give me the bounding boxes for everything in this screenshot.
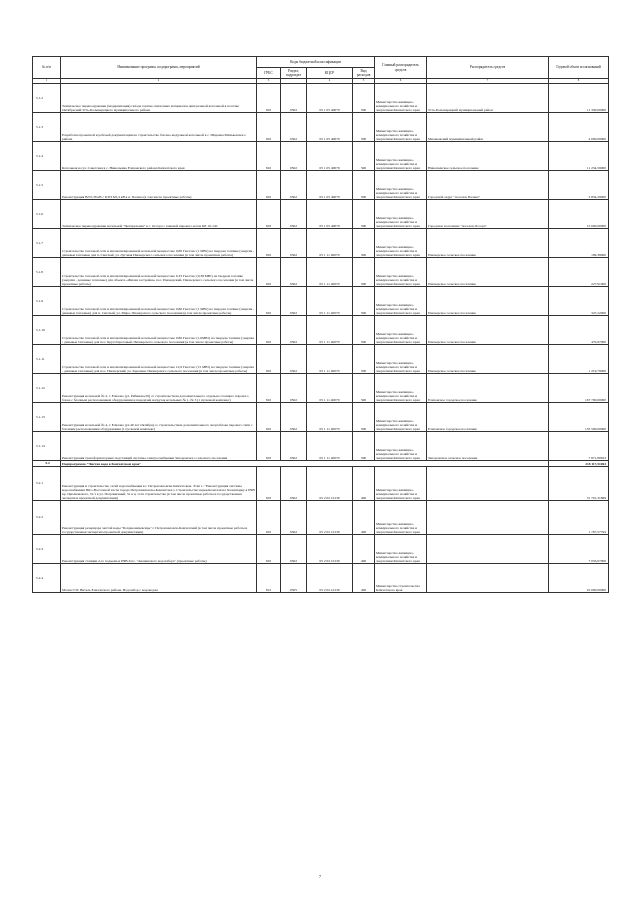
row-recipient: Пионерское сельское поселение [427, 258, 549, 287]
table-row [33, 432, 609, 461]
row-kvr: 500 [353, 142, 375, 171]
row-kcsr: 05 1 11 40070 [307, 374, 353, 403]
row-recipient: Запорожское сельское поселение [427, 432, 549, 461]
row-num: 5.1.12 [33, 374, 61, 403]
row-recipient: Пионерское сельское поселение [427, 316, 549, 345]
col-header-section: Раздел, подраздел [281, 68, 307, 79]
column-number: 1 [33, 79, 61, 84]
col-header-num: № п/п [33, 57, 61, 79]
table-row [33, 171, 609, 200]
row-num: 5.2.3 [33, 535, 61, 564]
col-header-grbs: ГРБС [257, 68, 281, 79]
row-kcsr: 05 2 02 10130 [307, 467, 353, 501]
table-row [33, 113, 609, 142]
row-name: Реконструкция и строительство сетей водоснабжения в г. Петропавловске-Камчатском. Этап 1. "Реконструкция системы водоснабжения Юго-Восточной части города Петропавловска-Камчатского. Строительство переключателя на Халактырку в РЧВ пр. Циолковского, 31/1 в ул. Пограничный, 31 в ц. этап строительства (в том числе проектные работы и государственная экспертиза проектной документации) [61, 467, 257, 501]
row-kvr: 400 [353, 535, 375, 564]
row-recipient: Пионерское сельское поселение [427, 229, 549, 258]
row-amount: 3 834,29000 [549, 171, 609, 200]
col-header-codes-group: Коды бюджетной классификации [257, 57, 375, 68]
row-section: 0502 [281, 142, 307, 171]
row-grbs: 810 [257, 142, 281, 171]
row-section: 0502 [281, 535, 307, 564]
row-section: 0502 [281, 171, 307, 200]
row-admin: Министерство жилищно-коммунального хозяйства и энергетики Камчатского края [375, 200, 427, 229]
column-number: 2 [61, 79, 257, 84]
row-name: Реконструкция котельной № 4, г. Елизово (ул.40 лет Октября) со строительством дополнительного энергоблока парового типа с блочным расположением оборудования (1 пусковой комплекс) [61, 403, 257, 432]
row-recipient: Пионерское сельское поселение [427, 287, 549, 316]
row-kcsr: 05 1 05 40070 [307, 113, 353, 142]
row-amount: 15 000,00000 [549, 200, 609, 229]
table-row [33, 258, 609, 287]
row-amount: 347,22000 [549, 287, 609, 316]
row-num: 5.1.4 [33, 142, 61, 171]
row-kvr: 500 [353, 200, 375, 229]
row-admin: Министерство жилищно-коммунального хозяйства и энергетики Камчатского края [375, 84, 427, 113]
row-kvr: 400 [353, 564, 375, 593]
row-kcsr: 05 2 02 10130 [307, 501, 353, 535]
row-kcsr: 05 1 11 40070 [307, 229, 353, 258]
row-grbs: 810 [257, 229, 281, 258]
row-num: 5.1.14 [33, 432, 61, 461]
table-row [33, 403, 609, 432]
row-amount: 189,38000 [549, 229, 609, 258]
row-amount: 7 871,80923 [549, 432, 609, 461]
row-grbs: 810 [257, 501, 281, 535]
column-number: 6 [375, 79, 427, 84]
row-admin: Министерство жилищно-коммунального хозяйства и энергетики Камчатского края [375, 501, 427, 535]
row-recipient [427, 501, 549, 535]
table-row [33, 564, 609, 593]
table-row [33, 316, 609, 345]
row-kcsr: 05 1 05 40070 [307, 84, 353, 113]
row-admin: Министерство жилищно-коммунального хозяйства и энергетики Камчатского края [375, 345, 427, 374]
row-kvr: 400 [353, 501, 375, 535]
row-name: Строительство тепловой сети и автоматизированной котельной мощностью 0,86 Гкал/час (1,0МВт) на твердом топливе (энергия - дешевые тепловые) для пос. Крутобереговый, Пионерского сельского поселения (в том числе проектные работы) [61, 316, 257, 345]
row-name: Реконструкция станции 2-го подъема и РЧВ-6 пс. "Авачинского водозабора" (проектные работы) [61, 535, 257, 564]
row-admin: Министерство жилищно-коммунального хозяйства и энергетики Камчатского края [375, 403, 427, 432]
row-amount: 1 767,57794 [549, 501, 609, 535]
row-recipient: Городской округ "поселок Палана" [427, 171, 549, 200]
row-num: 5.2.1 [33, 467, 61, 501]
subprogram-name: Подпрограмма "Чистая вода в Камчатском крае" [61, 461, 549, 467]
row-admin: Министерство жилищно-коммунального хозяйства и энергетики Камчатского края [375, 142, 427, 171]
row-kcsr: 05 1 11 40070 [307, 345, 353, 374]
row-section: 0502 [281, 84, 307, 113]
row-kvr: 500 [353, 287, 375, 316]
row-recipient: Елизовское городское поселение [427, 374, 549, 403]
column-number: 7 [427, 79, 549, 84]
row-recipient: Мильковский муниципальный район [427, 113, 549, 142]
row-kcsr: 05 1 11 40070 [307, 287, 353, 316]
row-name: Котельная на ул. Советская в с. Николаевка Елизовского района Камчатского края [61, 142, 257, 171]
row-kcsr: 05 1 05 40070 [307, 171, 353, 200]
table-row [33, 229, 609, 258]
row-kcsr: 05 2 02 10130 [307, 535, 353, 564]
row-num: 5.2.4 [33, 564, 61, 593]
row-name: Строительство тепловой сети и автоматизированной котельной мощностью 0,86 Гкал/час (1 МВт) на твердом топливе (энергия - дешевые тепловые для п. Светлый, ул. Луговая Пионерского сельского поселения (в том числе проектные работы) [61, 229, 257, 258]
row-admin: Министерство жилищно-коммунального хозяйства и энергетики Камчатского края [375, 316, 427, 345]
table-row [33, 142, 609, 171]
row-grbs: 812 [257, 564, 281, 593]
row-admin: Министерство строительства Камчатского края [375, 564, 427, 593]
row-grbs: 810 [257, 467, 281, 501]
row-kvr: 500 [353, 113, 375, 142]
row-grbs: 810 [257, 535, 281, 564]
row-num: 5.1.10 [33, 316, 61, 345]
col-header-kcsr: КЦСР [307, 68, 353, 79]
row-admin: Министерство жилищно-коммунального хозяйства и энергетики Камчатского края [375, 229, 427, 258]
row-kvr: 500 [353, 258, 375, 287]
row-name: Строительство тепловой сети и автоматизированной котельной мощностью 12,9 Гкал/час (15 МВт) на твердом топливе (энергия - дешевые тепловые) для пос. Пионерский, ул. Заречная. Пионерского сельского поселения (в том числе проектные работы) [61, 345, 257, 374]
table-row [33, 200, 609, 229]
row-name: Строительство тепловой сети и автоматизированной котельной мощностью 0,33 Гкал/час (0,38 МВт) на твердом топливе (энергия - дешевые тепловые) для объекта «Жилая застройка» пос. Пионерский, Пионерского сельского поселения (в том числе проектные работы) [61, 258, 257, 287]
row-amount: 1 219,79000 [549, 345, 609, 374]
row-num: 5.1.3 [33, 113, 61, 142]
row-section: 0502 [281, 200, 307, 229]
row-grbs: 810 [257, 113, 281, 142]
subprogram-num: 5.2 [33, 461, 61, 467]
row-grbs: 810 [257, 374, 281, 403]
budget-table-sheet [32, 56, 608, 593]
row-section: 0502 [281, 258, 307, 287]
table-row [33, 501, 609, 535]
row-amount: 10 000,00000 [549, 564, 609, 593]
page-number: 7 [319, 874, 321, 879]
row-admin: Министерство жилищно-коммунального хозяйства и энергетики Камчатского края [375, 535, 427, 564]
row-grbs: 810 [257, 403, 281, 432]
row-name: Реконструкция резервуара чистой воды "Богдановичевсирь" г. Петропавловск-Камчатский (в том числе проектные работы и государственная экспертиза проектной документации) [61, 501, 257, 535]
row-num: 5.1.7 [33, 229, 61, 258]
row-section: 0502 [281, 229, 307, 258]
row-admin: Министерство жилищно-коммунального хозяйства и энергетики Камчатского края [375, 432, 427, 461]
table-row [33, 84, 609, 113]
table-row [33, 374, 609, 403]
row-kvr: 500 [353, 345, 375, 374]
row-section: 0502 [281, 467, 307, 501]
col-header-name: Наименование программ, подпрограмм, мероприятий [61, 57, 257, 79]
row-admin: Министерство жилищно-коммунального хозяйства и энергетики Камчатского края [375, 171, 427, 200]
row-admin: Министерство жилищно-коммунального хозяйства и энергетики Камчатского края [375, 258, 427, 287]
row-amount: 155 500,00000 [549, 403, 609, 432]
row-kcsr: 05 2 02 10130 [307, 564, 353, 593]
row-num: 5.1.2 [33, 84, 61, 113]
row-name: Реконструкция ВЛ 0,38 кВ с КТП 6/0,4 кВ в п. Палана (в том числе проектные работы) [61, 171, 257, 200]
row-kvr: 500 [353, 171, 375, 200]
row-kvr: 500 [353, 84, 375, 113]
row-recipient [427, 535, 549, 564]
row-num: 5.1.11 [33, 345, 61, 374]
col-header-amount: Годовой объем ассигнований [549, 57, 609, 79]
row-recipient: Усть-Большерецкий муниципальный район [427, 84, 549, 113]
row-num: 5.1.6 [33, 200, 61, 229]
row-num: 5.1.9 [33, 287, 61, 316]
row-recipient: Городское поселение "поселок Оссора" [427, 200, 549, 229]
row-grbs: 810 [257, 316, 281, 345]
row-kcsr: 05 1 11 40070 [307, 316, 353, 345]
row-grbs: 810 [257, 171, 281, 200]
col-header-kvr: Вид расходов [353, 68, 375, 79]
column-number: 3 [257, 79, 281, 84]
col-header-recipient: Распорядитель средств [427, 57, 549, 79]
row-section: 0502 [281, 316, 307, 345]
row-admin: Министерство жилищно-коммунального хозяйства и энергетики Камчатского края [375, 113, 427, 142]
row-name: Реконструкция котельной № 2, г. Елизово (ул. Рябикова,59) со строительством дополнительного отдельно стоящего парового блока с блочным расположением оборудования и передачей нагрузок котельных № 1, № 3 (1 пусковой комплекс) [61, 374, 257, 403]
row-num: 5.1.5 [33, 171, 61, 200]
table-row [33, 345, 609, 374]
row-num: 5.1.13 [33, 403, 61, 432]
row-admin: Министерство жилищно-коммунального хозяйства и энергетики Камчатского края [375, 374, 427, 403]
row-amount: 7 033,07000 [549, 535, 609, 564]
row-grbs: 810 [257, 200, 281, 229]
row-recipient: Елизовское городское поселение [427, 403, 549, 432]
row-grbs: 810 [257, 84, 281, 113]
row-recipient: Николаевское сельское поселение [427, 142, 549, 171]
row-name: Малая ГЭС Витель Елизовского района. Водозабор с водоводом [61, 564, 257, 593]
row-name: Техническое перевооружение (модернизация) склада горюче-смазочных материалов центральной котельной в поселке Октябрьский Усть-Большерецкого муниципального района [61, 84, 257, 113]
row-amount: 11 234,59000 [549, 142, 609, 171]
row-section: 0502 [281, 113, 307, 142]
row-section: 0502 [281, 403, 307, 432]
row-grbs: 810 [257, 345, 281, 374]
row-grbs: 810 [257, 287, 281, 316]
row-grbs: 810 [257, 258, 281, 287]
row-recipient [427, 564, 549, 593]
row-section: 0502 [281, 374, 307, 403]
row-amount: 31 701,31869 [549, 467, 609, 501]
column-number: 5 [353, 79, 375, 84]
row-section: 0502 [281, 501, 307, 535]
row-kvr: 400 [353, 467, 375, 501]
row-kcsr: 05 1 05 40070 [307, 200, 353, 229]
row-amount: 4 000,00000 [549, 113, 609, 142]
column-number: 4 [307, 79, 353, 84]
row-amount: 167 700,00000 [549, 374, 609, 403]
row-section: 0502 [281, 345, 307, 374]
row-kcsr: 05 1 11 40070 [307, 258, 353, 287]
row-name: Реконструкция трансформаторных подстанций системы электроснабжения Запорожского сельского поселения [61, 432, 257, 461]
row-amount: 470,97000 [549, 316, 609, 345]
subprogram-amount: 218 117,51063 [549, 461, 609, 467]
row-kcsr: 05 1 05 40070 [307, 142, 353, 171]
table-row [33, 287, 609, 316]
table-row [33, 467, 609, 501]
row-amount: 227,91000 [549, 258, 609, 287]
row-kvr: 500 [353, 316, 375, 345]
row-kvr: 500 [353, 403, 375, 432]
row-kvr: 500 [353, 374, 375, 403]
row-kvr: 500 [353, 229, 375, 258]
row-admin: Министерство жилищно-коммунального хозяйства и энергетики Камчатского края [375, 467, 427, 501]
column-number: 8 [549, 79, 609, 84]
row-section: 0502 [281, 287, 307, 316]
row-grbs: 810 [257, 432, 281, 461]
row-kcsr: 05 1 11 40070 [307, 432, 353, 461]
row-recipient: Пионерское сельское поселение [427, 345, 549, 374]
row-recipient [427, 467, 549, 501]
row-name: Разработка проектной и рабочей документации на строительство блочно-модульной котельной в с. Шаромы Мильковского района [61, 113, 257, 142]
row-num: 5.2.2 [33, 501, 61, 535]
col-header-admin: Главный распорядитель средств [375, 57, 427, 79]
row-num: 5.1.8 [33, 258, 61, 287]
row-amount: 11 330,00000 [549, 84, 609, 113]
table-row [33, 535, 609, 564]
row-section: 0505 [281, 564, 307, 593]
row-name: Строительство тепловой сети и автоматизированной котельной мощностью 0,86 Гкал/час (1 МВт) на твердом топливе (энергия - дешевые тепловые) для п. Светлый, ул. Мира, Пионерского сельского поселения (в том числе проектные работы) [61, 287, 257, 316]
budget-allocation-table [32, 56, 609, 593]
row-kvr: 500 [353, 432, 375, 461]
row-admin: Министерство жилищно-коммунального хозяйства и энергетики Камчатского края [375, 287, 427, 316]
row-kcsr: 05 1 11 40070 [307, 403, 353, 432]
row-name: Техническое перевооружение котельной "Центральная" в с. Оссора с заменой парового котла КЕ 10-14С [61, 200, 257, 229]
row-section: 0502 [281, 432, 307, 461]
